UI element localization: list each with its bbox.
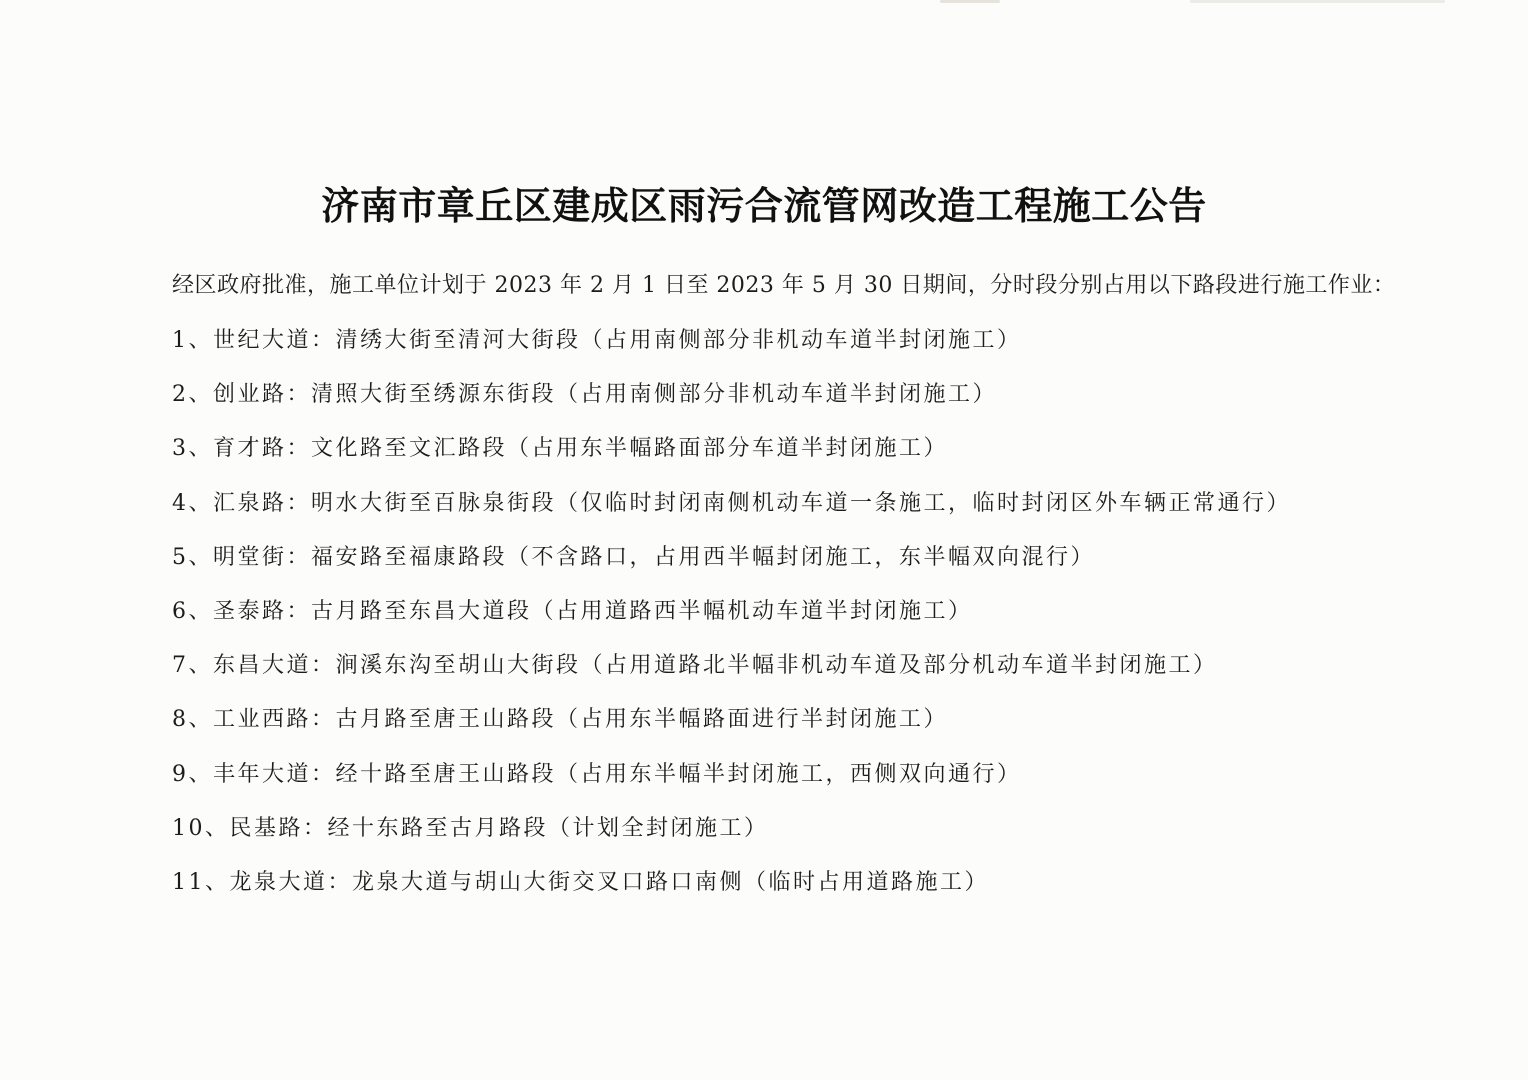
- scan-artifact: [940, 0, 1000, 3]
- list-item: 3、育才路：文化路至文汇路段（占用东半幅路面部分车道半封闭施工）: [172, 436, 948, 462]
- list-item: 5、明堂街：福安路至福康路段（不含路口，占用西半幅封闭施工，东半幅双向混行）: [172, 544, 1095, 570]
- list-item: 11、龙泉大道：龙泉大道与胡山大街交叉口路口南侧（临时占用道路施工）: [172, 869, 989, 895]
- list-item: 9、丰年大道：经十路至唐王山路段（占用东半幅半封闭施工，西侧双向通行）: [172, 761, 1022, 787]
- list-item: 4、汇泉路：明水大街至百脉泉街段（仅临时封闭南侧机动车道一条施工，临时封闭区外车辆正常通行）: [172, 490, 1292, 516]
- list-item: 8、工业西路：古月路至唐王山路段（占用东半幅路面进行半封闭施工）: [172, 707, 948, 733]
- document-title: 济南市章丘区建成区雨污合流管网改造工程施工公告: [321, 184, 1207, 228]
- scan-artifact: [1190, 0, 1445, 3]
- list-item: 2、创业路：清照大街至绣源东街段（占用南侧部分非机动车道半封闭施工）: [172, 382, 997, 408]
- road-section-list: [172, 321, 1291, 917]
- list-item: 7、东昌大道：涧溪东沟至胡山大街段（占用道路北半幅非机动车道及部分机动车道半封闭施工）: [172, 653, 1218, 679]
- list-item: 10、民基路：经十东路至古月路段（计划全封闭施工）: [172, 815, 769, 841]
- list-item: 6、圣泰路：古月路至东昌大道段（占用道路西半幅机动车道半封闭施工）: [172, 598, 973, 624]
- list-item: 1、世纪大道：清绣大街至清河大街段（占用南侧部分非机动车道半封闭施工）: [172, 328, 1022, 353]
- intro-paragraph: 经区政府批准，施工单位计划于 2023 年 2 月 1 日至 2023 年 5 月 30 日期间，分时段分别占用以下路段进行施工作业：: [172, 273, 1396, 298]
